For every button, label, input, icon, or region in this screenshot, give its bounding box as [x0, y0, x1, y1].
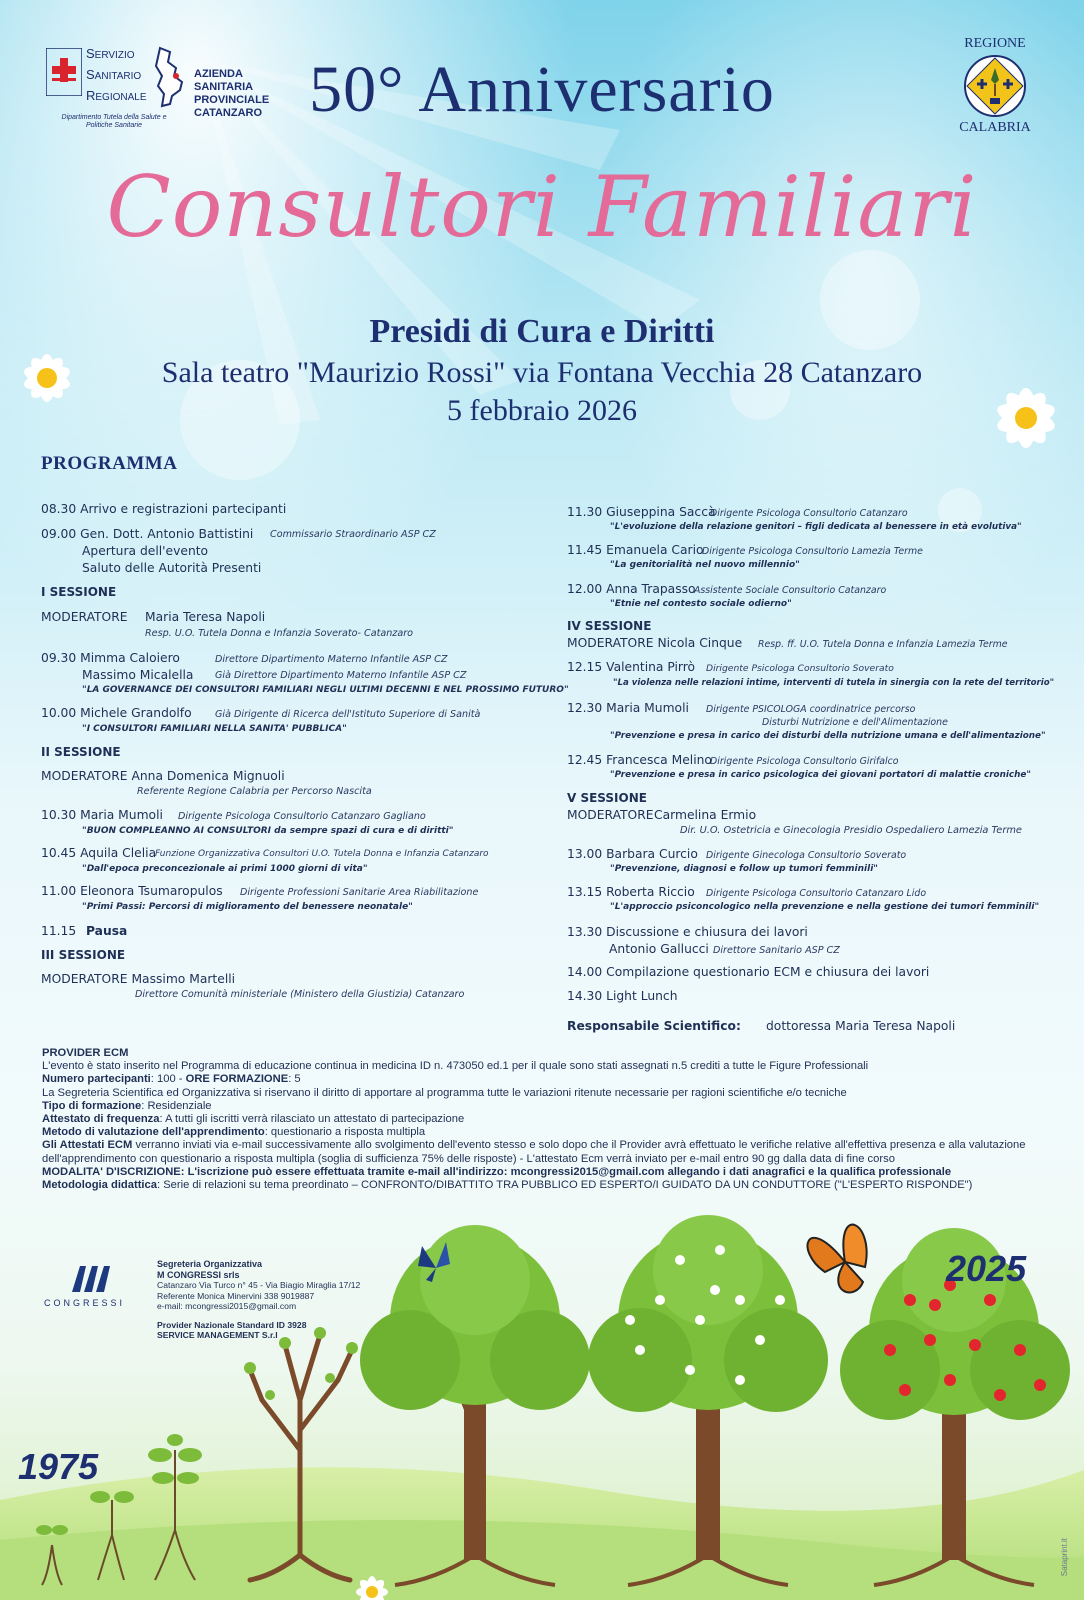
ssr-text-1: ERVIZIO	[94, 50, 135, 61]
ssr-subtitle: Dipartimento Tutela della Salute e Politiche Sanitarie	[61, 114, 167, 129]
year-end-label: 2025	[946, 1248, 1027, 1289]
certificates-label: Gli Attestati ECM	[42, 1139, 133, 1152]
program-item-1215-speaker: 12.15 Valentina Pirrò	[567, 660, 696, 674]
program-item-greetings: Saluto delle Autorità Presenti	[82, 561, 262, 575]
attendance-label: Attestato di frequenza	[42, 1113, 160, 1126]
session-4-moderator-role: Resp. ff. U.O. Tutela Donna e Infanzia Lamezia Terme	[758, 639, 1008, 650]
session-1-moderator-name: Maria Teresa Napoli	[145, 610, 266, 624]
segreteria-address: Catanzaro Via Turco n° 45 - Via Biagio Miraglia 17/12	[157, 1280, 361, 1290]
program-item-1200-role: Assistente Sociale Consultorio Catanzaro	[694, 585, 887, 596]
session-5-moderator-label: MODERATORE	[567, 808, 654, 822]
program-item-1330-role: Direttore Sanitario ASP CZ	[713, 945, 840, 956]
program-item-1030-speaker: 10.30 Maria Mumoli	[41, 808, 163, 822]
programma-heading: PROGRAMMA	[41, 453, 178, 474]
program-item-1215-title: "La violenza nelle relazioni intime, interventi di tutela in sinergia con la rete del territorio"	[613, 678, 1055, 688]
segreteria-heading: Segreteria Organizzativa	[157, 1259, 263, 1269]
program-item-1115-pause: Pausa	[86, 924, 128, 938]
program-item-0930-title: "LA GOVERNANCE DEI CONSULTORI FAMILIARI NEGLI ULTIMI DECENNI E NEL PROSSIMO FUTURO"	[82, 685, 569, 695]
program-item-0830: 08.30 Arrivo e registrazioni partecipanti	[41, 502, 287, 516]
provider-evaluation	[42, 1126, 1052, 1139]
session-3-moderator-role: Direttore Comunità ministeriale (Ministero della Giustizia) Catanzaro	[135, 989, 465, 1000]
program-item-0930-speaker-2: Massimo Micalella	[82, 668, 194, 682]
program-item-1245-speaker: 12.45 Francesca Melino	[567, 753, 712, 767]
program-item-1000-speaker: 10.00 Michele Grandolfo	[41, 706, 192, 720]
provider-participants	[42, 1073, 1052, 1086]
program-item-0900-role: Commissario Straordinario ASP CZ	[270, 529, 436, 540]
program-item-1230-speaker: 12.30 Maria Mumoli	[567, 701, 689, 715]
segreteria-contact: Referente Monica Minervini 338 9019887	[157, 1290, 315, 1301]
provider-training-type	[42, 1100, 1052, 1113]
certificates-value: verranno inviati via e-mail successivamente allo svolgimento dell'evento stesso e solo dopo che il Provider avrà effettuato le verifiche relative all'effettiva presenza e alla valutazione dell'apprendimento con questionario a risposta multipla (soglia di sufficienza 75% delle risposte) - L'attestato Ecm verrà inviato per e-mail entro 90 gg dalla data di fine corso	[42, 1139, 1026, 1165]
session-1-moderator-label: MODERATORE	[41, 610, 128, 624]
session-1-heading: I SESSIONE	[41, 585, 117, 599]
segreteria-email: e-mail: mcongressi2015@gmail.com	[157, 1301, 297, 1311]
program-item-1145-role: Dirigente Psicologa Consultorio Lamezia Terme	[702, 546, 923, 557]
training-type-value: : Residenziale	[141, 1099, 212, 1112]
program-item-1045-title: "Dall'epoca preconcezionale ai primi 1000 giorni di vita"	[82, 864, 368, 874]
segreteria-company: M CONGRESSI srls	[157, 1269, 240, 1280]
event-subtitle: Presidi di Cura e Diritti	[369, 313, 715, 350]
session-2-moderator: MODERATORE Anna Domenica Mignuoli	[41, 769, 285, 783]
program-item-1300-title: "Prevenzione, diagnosi e follow up tumori femminili"	[610, 864, 878, 874]
program-item-1315-speaker: 13.15 Roberta Riccio	[567, 885, 695, 899]
event-date: 5 febbraio 2026	[447, 394, 637, 427]
scientific-lead-label: Responsabile Scientifico:	[567, 1019, 741, 1033]
mcongressi-label: CONGRESSI	[44, 1298, 126, 1308]
regione-top-text: REGIONE	[964, 36, 1026, 51]
participants-label: Numero partecipanti	[42, 1073, 151, 1086]
program-item-1045-speaker: 10.45 Aquila Clelia	[41, 846, 157, 860]
program-item-0930-role-1: Direttore Dipartimento Materno Infantile ASP CZ	[215, 654, 448, 665]
event-venue: Sala teatro "Maurizio Rossi" via Fontana Vecchia 28 Catanzaro	[161, 356, 923, 389]
mcongressi-mark-icon	[70, 1264, 110, 1294]
program-item-1030-title: "BUON COMPLEANNO AI CONSULTORI da sempre spazi di cura e di diritti"	[82, 826, 454, 836]
program-item-1100-title: "Primi Passi: Percorsi di miglioramento del benessere neonatale"	[82, 902, 413, 912]
session-4-moderator: MODERATORE Nicola Cinque	[567, 636, 743, 650]
program-item-opening: Apertura dell'evento	[82, 544, 209, 558]
program-item-1330: 13.30 Discussione e chiusura dei lavori	[567, 925, 808, 939]
program-item-1100-speaker: 11.00 Eleonora Tsumaropulos	[41, 884, 223, 898]
provider-heading: PROVIDER ECM	[42, 1047, 129, 1059]
ssr-cap-2: S	[86, 67, 95, 82]
asp-line-1: AZIENDA	[194, 68, 243, 80]
program-item-0930-speaker-1: 09.30 Mimma Caloiero	[41, 651, 180, 665]
methodology-label: Metodologia didattica	[42, 1179, 157, 1192]
provider-company: SERVICE MANAGEMENT S.r.l	[157, 1330, 278, 1340]
methodology-value: : Serie di relazioni su tema preordinato – CONFRONTO/DIBATTITO TRA PUBBLICO ED ESPERTO/I GUIDATO DA UN CONDUTTORE ("L'ESPERTO RISPONDE")	[156, 1179, 973, 1192]
ssr-cap-1: S	[86, 46, 95, 61]
program-item-1330-speaker: Antonio Gallucci	[609, 942, 709, 956]
program-item-1430: 14.30 Light Lunch	[567, 989, 678, 1003]
session-4-heading: IV SESSIONE	[567, 619, 652, 633]
session-5-moderator-name: Carmelina Ermio	[654, 808, 757, 822]
session-3-heading: III SESSIONE	[41, 948, 126, 962]
program-item-0930-role-2: Già Direttore Dipartimento Materno Infantile ASP CZ	[215, 670, 467, 681]
training-type-label: Tipo di formazione	[42, 1099, 142, 1112]
printer-credit: Sataprint.it	[1060, 1538, 1069, 1577]
program-item-1245-role: Dirigente Psicologa Consultorio Girifalco	[710, 756, 899, 767]
ssr-cap-3: R	[86, 88, 96, 103]
program-item-1045-role: Funzione Organizzativa Consultori U.O. Tutela Donna e Infanzia Catanzaro	[155, 849, 489, 859]
program-item-1100-role: Dirigente Professioni Sanitarie Area Riabilitazione	[240, 887, 479, 898]
scientific-lead-name: dottoressa Maria Teresa Napoli	[766, 1019, 956, 1033]
session-2-moderator-role: Referente Regione Calabria per Percorso Nascita	[137, 786, 372, 797]
mcongressi-logo	[40, 1264, 140, 1310]
provider-national-id: Provider Nazionale Standard ID 3928	[157, 1319, 307, 1330]
provider-certificates	[42, 1139, 1052, 1165]
participants-value: : 100 -	[150, 1073, 186, 1086]
program-item-1315-role: Dirigente Psicologa Consultorio Catanzaro Lido	[706, 888, 927, 899]
ssr-text-2: ANITARIO	[94, 71, 142, 82]
hours-label: ORE FORMAZIONE	[185, 1073, 289, 1086]
program-item-1130-speaker: 11.30 Giuseppina Saccà	[567, 505, 716, 519]
program-item-1030-role: Dirigente Psicologa Consultorio Catanzaro Gagliano	[178, 811, 426, 822]
provider-methodology	[42, 1179, 1052, 1192]
program-item-1230-role-2: Disturbi Nutrizione e dell'Alimentazione	[762, 717, 948, 728]
session-2-heading: II SESSIONE	[41, 745, 121, 759]
provider-attendance	[42, 1113, 1052, 1126]
session-1-moderator-role: Resp. U.O. Tutela Donna e Infanzia Soverato- Catanzaro	[145, 628, 414, 639]
program-item-1300-speaker: 13.00 Barbara Curcio	[567, 847, 698, 861]
program-item-1245-title: "Prevenzione e presa in carico psicologica dei giovani portatori di malattie croniche"	[610, 770, 1031, 780]
program-item-1215-role: Dirigente Psicologa Consultorio Soverato	[706, 663, 894, 674]
provider-ecm-id: L'evento è stato inserito nel Programma di educazione continua in medicina ID n. 473050 ed.1 per il quale sono stati assegnati n.5 crediti a tutte le Figure Professionali	[42, 1060, 869, 1073]
program-item-1400: 14.00 Compilazione questionario ECM e chiusura dei lavori	[567, 965, 930, 979]
program-item-1130-role: Dirigente Psicologa Consultorio Catanzaro	[710, 508, 908, 519]
anniversary-title: 50° Anniversario	[309, 53, 775, 126]
attendance-value: : A tutti gli iscritti verrà rilasciato un attestato di partecipazione	[159, 1113, 465, 1126]
program-item-1000-title: "I CONSULTORI FAMILIARI NELLA SANITA' PUBBLICA"	[82, 724, 347, 734]
consultori-familiari-title: Consultori Familiari	[106, 158, 978, 256]
segreteria-block	[157, 1259, 360, 1341]
program-item-1000-role: Già Dirigente di Ricerca dell'Istituto Superiore di Sanità	[215, 709, 481, 720]
program-item-1300-role: Dirigente Ginecologa Consultorio Soverato	[706, 850, 907, 861]
hours-value: : 5	[288, 1073, 301, 1086]
evaluation-label: Metodo di valutazione dell'apprendimento	[42, 1126, 265, 1139]
year-start-label: 1975	[18, 1446, 99, 1487]
program-item-1230-title: "Prevenzione e presa in carico dei disturbi della nutrizione umana e dell'alimentazione"	[610, 731, 1046, 741]
program-item-1130-title: "L'evoluzione della relazione genitori – figli dedicata al benessere in età evolutiva"	[610, 522, 1022, 532]
program-item-1230-role: Dirigente PSICOLOGA coordinatrice percorso	[706, 704, 916, 715]
program-item-1145-speaker: 11.45 Emanuela Cario	[567, 543, 704, 557]
session-5-heading: V SESSIONE	[567, 791, 647, 805]
program-item-0900-speaker: 09.00 Gen. Dott. Antonio Battistini	[41, 527, 254, 541]
session-3-moderator: MODERATORE Massimo Martelli	[41, 972, 236, 986]
asp-line-3: PROVINCIALE	[194, 94, 270, 106]
registration-info: MODALITA' D'ISCRIZIONE: L'iscrizione può essere effettuata tramite e-mail all'indirizzo: mcongressi2015@gmail.com allegando i dati anagrafici e la qualifica professionale	[42, 1165, 952, 1178]
asp-line-2: SANITARIA	[194, 81, 254, 93]
evaluation-value: : questionario a risposta multipla	[264, 1126, 426, 1139]
provider-disclaimer: La Segreteria Scientifica ed Organizzativa si riservano il diritto di apportare al programma tutte le variazioni ritenute necessarie per ragioni scientifiche e/o tecniche	[42, 1086, 847, 1099]
regione-bottom-text: CALABRIA	[959, 120, 1031, 135]
program-item-1200-speaker: 12.00 Anna Trapasso	[567, 582, 696, 596]
program-item-1145-title: "La genitorialità nel nuovo millennio"	[610, 560, 800, 570]
session-5-moderator-role: Dir. U.O. Ostetricia e Ginecologia Presidio Ospedaliero Lamezia Terme	[680, 825, 1022, 836]
ssr-text-3: EGIONALE	[95, 92, 147, 103]
program-item-1315-title: "L'approccio psiconcologico nella prevenzione e nella gestione dei tumori femminili"	[610, 902, 1040, 912]
provider-info-block	[42, 1047, 1052, 1192]
program-item-1200-title: "Etnie nel contesto sociale odierno"	[610, 599, 792, 609]
asp-line-4: CATANZARO	[194, 107, 263, 119]
program-item-1115-time: 11.15	[41, 924, 77, 938]
